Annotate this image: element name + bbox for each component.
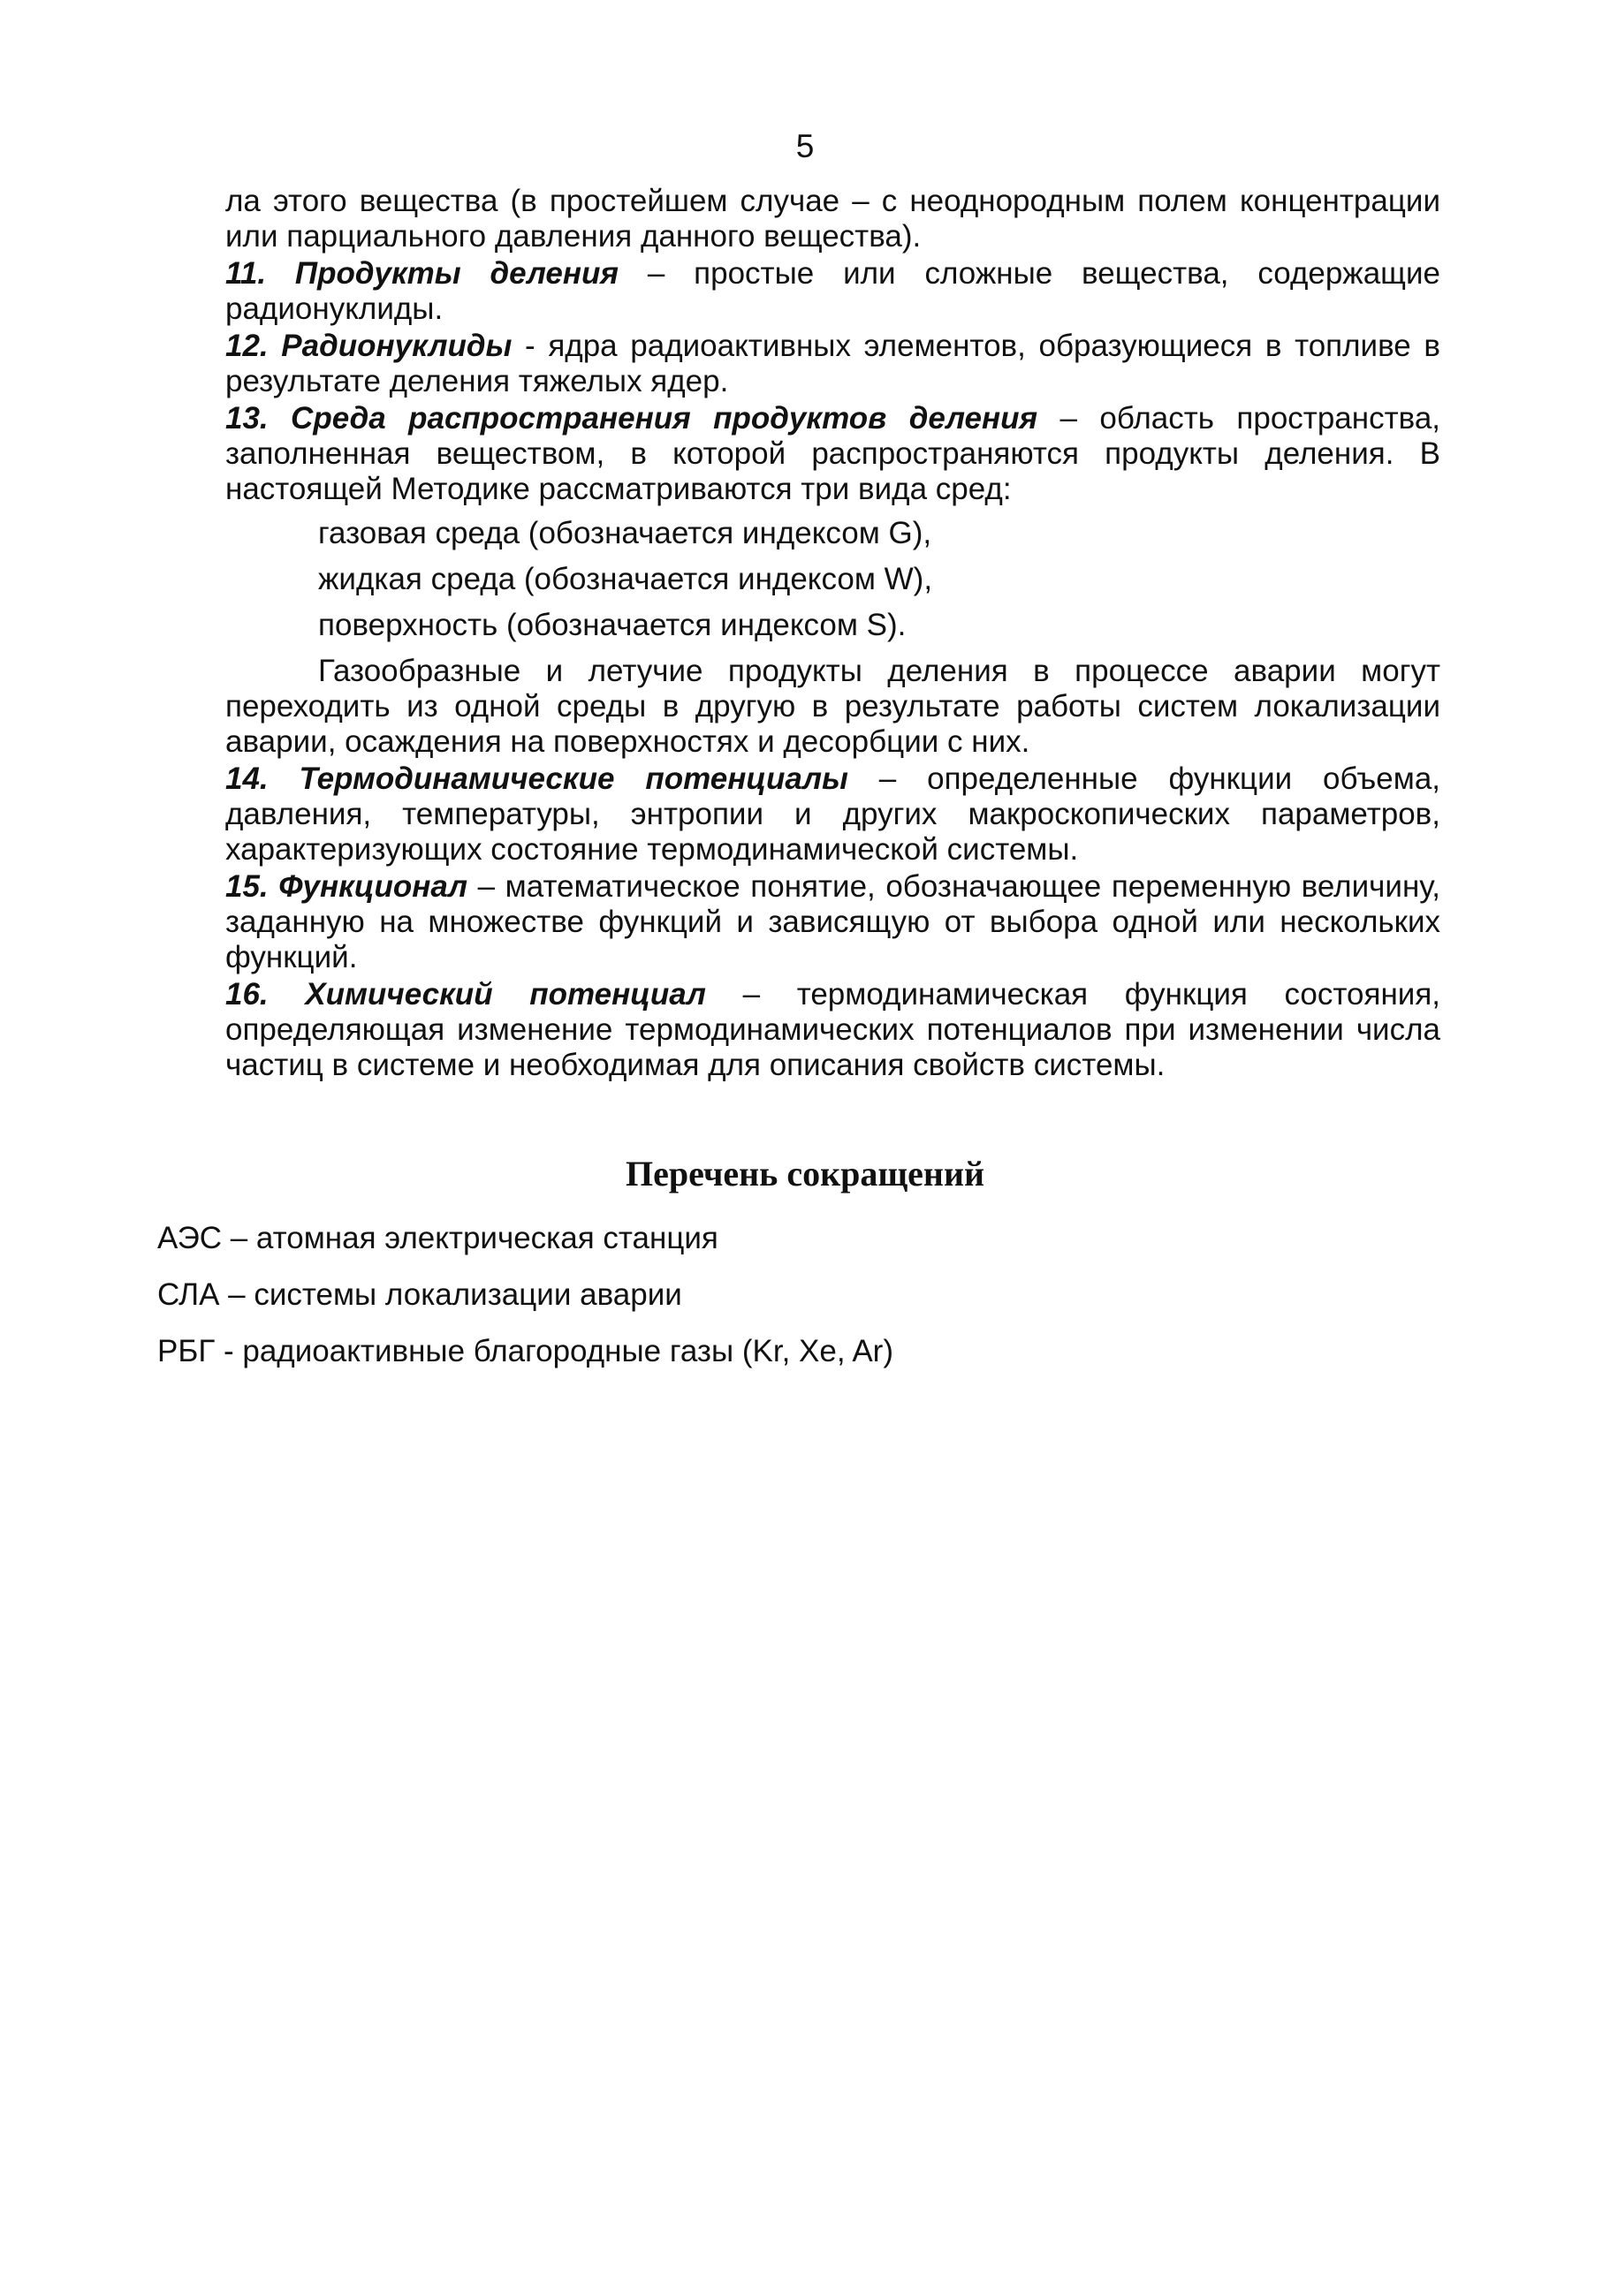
definition-term: 12. Радионуклиды xyxy=(225,329,513,363)
abbreviation-item: РБГ - радиоактивные благородные газы (Kr, Xe, Ar) xyxy=(157,1334,893,1368)
transfer-paragraph: Газообразные и летучие продукты деления в процессе аварии могут переходить из одной среды в другую в результате работы систем локализации аварии, осаждения на поверхностях и десорбции с них. xyxy=(225,654,1440,759)
definition-term: 11. Продукты деления xyxy=(225,256,619,291)
definitions-section xyxy=(225,184,1440,1085)
definition-15 xyxy=(225,869,1440,975)
page-number: 5 xyxy=(795,128,815,164)
definition-term: 14. Термодинамические потенциалы xyxy=(225,762,848,796)
definition-text: – область пространства, заполненная веществом, в которой распространяются продукты деления. В настоящей Методике рассматриваются три вида сред: xyxy=(225,401,1441,506)
definition-text: – определенные функции объема, давления, температуры, энтропии и других макроскопических параметров, характеризующих состояние термодинамической системы. xyxy=(225,762,1441,867)
definition-text: – простые или сложные вещества, содержащие радионуклиды. xyxy=(225,256,1440,326)
environment-item-liquid: жидкая среда (обозначается индексом W), xyxy=(318,562,933,596)
paragraph-text: ла этого вещества (в простейшем случае – с неоднородным полем концентрации или парциального давления данного вещества). xyxy=(225,184,1440,254)
definition-term: 13. Среда распространения продуктов деления xyxy=(225,401,1038,436)
definition-term: 15. Функционал xyxy=(225,869,468,904)
abbreviation-item: СЛА – системы локализации аварии xyxy=(157,1277,682,1312)
definition-12 xyxy=(225,329,1440,399)
definition-term: 16. Химический потенциал xyxy=(225,977,706,1012)
environment-list xyxy=(225,511,1440,648)
definition-16 xyxy=(225,977,1440,1083)
environment-item-gas: газовая среда (обозначается индексом G), xyxy=(318,516,932,550)
abbreviations-list xyxy=(157,1219,1394,1389)
definition-text: – математическое понятие, обозначающее переменную величину, заданную на множестве функций и зависящую от выбора одной или нескольких функций. xyxy=(225,869,1440,974)
environment-item-surface: поверхность (обозначается индексом S). xyxy=(318,608,907,642)
definition-13 xyxy=(225,401,1440,507)
paragraph-continuation xyxy=(225,184,1440,254)
abbreviations-heading: Перечень сокращений xyxy=(625,1154,985,1193)
definition-11 xyxy=(225,256,1440,327)
abbreviation-item: АЭС – атомная электрическая станция xyxy=(157,1221,718,1255)
definition-14 xyxy=(225,762,1440,868)
definition-text: - ядра радиоактивных элементов, образующиеся в топливе в результате деления тяжелых ядер. xyxy=(225,329,1440,398)
definition-text: – термодинамическая функция состояния, определяющая изменение термодинамических потенциалов при изменении числа частиц в системе и необходимая для описания свойств системы. xyxy=(225,977,1440,1082)
